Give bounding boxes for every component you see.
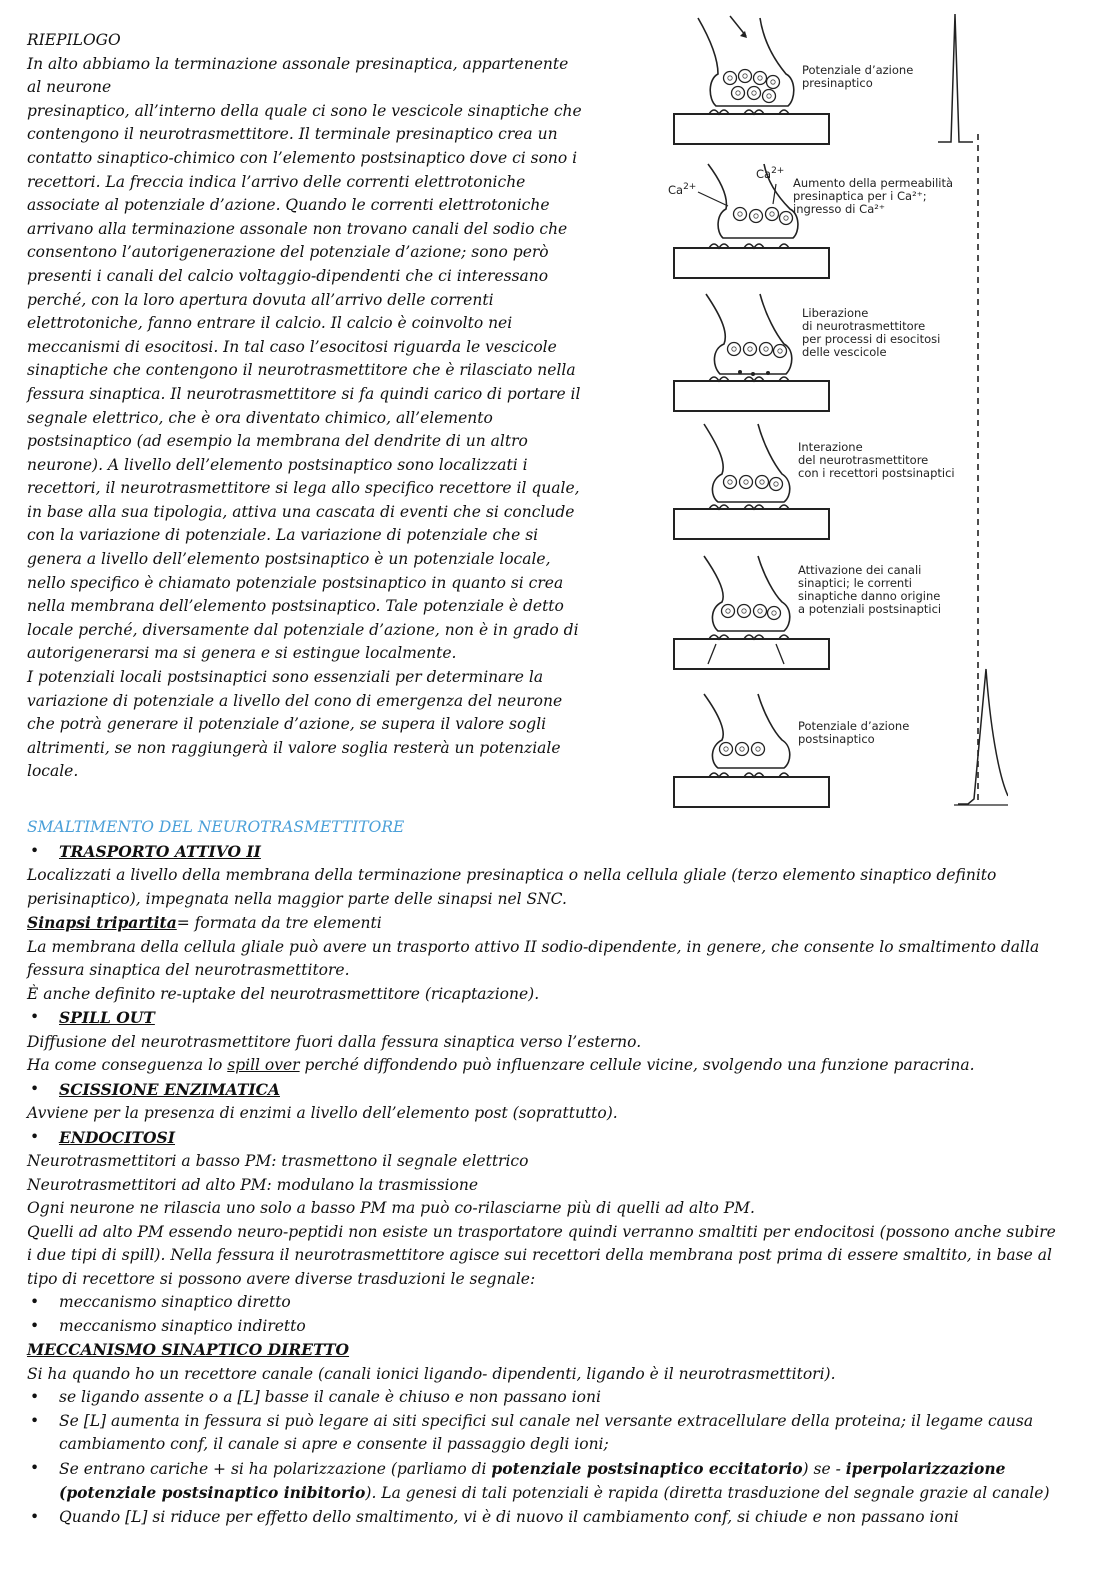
paragraph-line: Avviene per la presenza di enzimi a livello dell’elemento post (soprattutto). (27, 1104, 618, 1122)
summary-line: fessura sinaptica. Il neurotrasmettitore si fa quindi carico di portare il (27, 384, 581, 403)
ca-label-right: $Ca^{2+}$ (756, 166, 785, 181)
paragraph-line: i due tipi di spill). Nella fessura il neurotrasmettitore agisce sui recettori della membrana post prima di essere smaltito, in base al (27, 1246, 1052, 1264)
summary-line: autorigenerarsi ma si genera e si estingue localmente. (27, 644, 457, 663)
list-item-text: meccanismo sinaptico diretto (59, 1293, 291, 1311)
list-item (27, 1078, 1087, 1103)
panel-2-label: presinaptica per i Ca²⁺; (793, 189, 927, 203)
paragraph-line: fessura sinaptica del neurotrasmettitore. (27, 961, 350, 979)
ipsp-term: (potenziale postsinaptico inibitorio (59, 1483, 366, 1502)
ca-label-left: $Ca^{2+}$ (668, 182, 697, 197)
summary-line: che potrà generare il potenziale d’azione, se supera il valore sogli (27, 715, 547, 734)
tripartite-definition: = formata da tre elementi (176, 914, 382, 932)
panel-2-label: ingresso di Ca²⁺ (793, 202, 885, 216)
bullet: • (30, 1008, 40, 1026)
summary-line: arrivano alla terminazione assonale non trovano canali del sodio che (27, 219, 568, 238)
tripartite-term: Sinapsi tripartita (27, 913, 177, 932)
panel-5-label: a potenziali postsinaptici (798, 602, 942, 616)
summary-line: nella membrana dell’elemento postsinaptico. Tale potenziale è detto (27, 597, 564, 616)
summary-line: postsinaptico (ad esempio la membrana del dendrite di un altro (27, 432, 528, 451)
summary-line: recettori. La freccia indica l’arrivo delle correnti elettrotoniche (27, 172, 526, 191)
summary-line: in base alla sua tipologia, attiva una cascata di eventi che si conclude (27, 502, 575, 521)
spill-out-heading: SPILL OUT (59, 1008, 155, 1027)
list-item-text: Se [L] aumenta in fessura si può legare ai siti specifici sul canale nel versante extracellulare della proteina; il legame causa (59, 1411, 1034, 1430)
summary-body (27, 53, 612, 784)
summary-line: presinaptico, all’interno della quale ci sono le vescicole sinaptiche che (27, 101, 582, 120)
summary-line: neurone). A livello dell’elemento postsinaptico sono localizzati i (27, 455, 528, 474)
panel-6-label: Potenziale d’azione (798, 719, 910, 733)
panel-5-label: Attivazione dei canali (798, 563, 922, 577)
summary-line: contengono il neurotrasmettitore. Il terminale presinaptico crea un (27, 125, 558, 144)
paragraph-line (27, 1054, 1087, 1078)
summary-line: In alto abbiamo la terminazione assonale presinaptica, appartenente (27, 54, 569, 73)
paragraph-line: La membrana della cellula gliale può avere un trasporto attivo II sodio-dipendente, in genere, che consente lo smaltimento dalla (27, 937, 1040, 956)
list-item-text: meccanismo sinaptico indiretto (59, 1316, 306, 1335)
heading-text: MECCANISMO SINAPTICO DIRETTO (27, 1340, 350, 1359)
summary-line: elettrotoniche, fanno entrare il calcio. Il calcio è coinvolto nei (27, 314, 513, 333)
spill-over-term: spill over (227, 1056, 300, 1074)
panel-4-label: del neurotrasmettitore (798, 453, 929, 467)
summary-line: altrimenti, se non raggiungerà il valore soglia resterà un potenziale (27, 738, 561, 757)
summary-line: sinaptiche che contengono il neurotrasmettitore che è rilasciato nella (27, 361, 576, 380)
enzymatic-heading: SCISSIONE ENZIMATICA (59, 1079, 280, 1099)
panel-6-label: postsinaptico (798, 732, 875, 746)
panel-1-label: Potenziale d’azione (802, 63, 914, 77)
summary-line: meccanismi di esocitosi. In tal caso l’esocitosi riguarda le vescicole (27, 337, 557, 356)
direct-mechanism-heading (27, 1338, 1087, 1363)
list-item (27, 1410, 1087, 1434)
summary-line: genera a livello dell’elemento postsinaptico è un potenziale locale, (27, 550, 551, 569)
disposal-section (27, 816, 1087, 1529)
endocytosis-heading: ENDOCITOSI (59, 1127, 175, 1147)
list-item (27, 1457, 1087, 1482)
summary-line: associate al potenziale d’azione. Quando le correnti elettrotoniche (27, 196, 550, 215)
summary-line: locale perché, diversamente dal potenziale d’azione, non è in grado di (27, 620, 579, 639)
list-item-continuation: cambiamento conf, il canale si apre e consente il passaggio degli ioni; (59, 1435, 609, 1453)
list-item-text: se ligando assente o a [L] basse il canale è chiuso e non passano ioni (59, 1388, 601, 1406)
list-item (27, 840, 1087, 865)
active-transport-heading: TRASPORTO ATTIVO II (59, 841, 261, 861)
panel-3-label: delle vescicole (802, 345, 887, 359)
panel-3-label: Liberazione (802, 306, 869, 320)
synapse-diagram (668, 4, 1008, 819)
paragraph-line: Ogni neurone ne rilascia uno solo a basso PM ma può co-rilasciarne più di quelli ad alto PM. (27, 1199, 755, 1217)
panel-5-label: sinaptici; le correnti (798, 576, 912, 590)
list-item (27, 1291, 1087, 1315)
summary-line: consentono l’autorigenerazione del potenziale d’azione; sono però (27, 243, 549, 262)
paragraph-line: Si ha quando ho un recettore canale (canali ionici ligando- dipendenti, ligando è il neurotrasmettitori). (27, 1364, 836, 1383)
summary-line: segnale elettrico, che è ora diventato chimico, all’elemento (27, 408, 493, 427)
list-item (27, 1315, 1087, 1339)
bullet: • (30, 1127, 40, 1146)
list-item-continuation (27, 1481, 1087, 1506)
paragraph-line (27, 911, 1087, 936)
list-item (27, 1126, 1087, 1151)
paragraph-line: Neurotrasmettitori a basso PM: trasmettono il segnale elettrico (27, 1152, 529, 1170)
hyperpolarization-term: iperpolarizzazione (845, 1458, 1006, 1478)
panel-3-label: di neurotrasmettitore (802, 319, 926, 333)
summary-line: variazione di potenziale a livello del cono di emergenza del neurone (27, 691, 563, 710)
summary-section (27, 29, 612, 784)
paragraph-line: perisinaptico), impegnata nella maggior parte delle sinapsi nel SNC. (27, 889, 567, 908)
text-span: ). La genesi di tali potenziali è rapida (diretta trasduzione del segnale grazie al canale) (365, 1484, 1050, 1502)
bullet: • (30, 1293, 40, 1311)
summary-line: presenti i canali del calcio voltaggio-dipendenti che ci interessano (27, 266, 549, 285)
paragraph-line: tipo di recettore si possono avere diverse trasduzioni le segnale: (27, 1269, 536, 1288)
bullet: • (30, 1411, 40, 1430)
paragraph-line: Neurotrasmettitori ad alto PM: modulano la trasmissione (27, 1175, 478, 1194)
bullet: • (30, 1388, 40, 1406)
list-item-text: Quando [L] si riduce per effetto dello smaltimento, vi è di nuovo il cambiamento conf, si chiude e non passano ioni (59, 1507, 959, 1526)
disposal-title: SMALTIMENTO DEL NEUROTRASMETTITORE (27, 818, 405, 836)
list-item (27, 1506, 1087, 1530)
summary-line: nello specifico è chiamato potenziale postsinaptico in quanto si crea (27, 573, 564, 592)
paragraph-line: Localizzati a livello della membrana della terminazione presinaptica o nella cellula gliale (terzo elemento sinaptico definito (27, 866, 997, 884)
paragraph-line: Quelli ad alto PM essendo neuro-peptidi non esiste un trasportatore quindi verranno smaltiti per endocitosi (possono anche subire (27, 1222, 1056, 1241)
bullet: • (30, 841, 40, 860)
summary-line: al neurone (27, 78, 112, 97)
bullet: • (30, 1458, 40, 1477)
panel-3-label: per processi di esocitosi (802, 332, 941, 346)
summary-line: contatto sinaptico-chimico con l’elemento postsinaptico dove ci sono i (27, 148, 578, 167)
summary-line: I potenziali locali postsinaptici sono essenziali per determinare la (27, 668, 544, 687)
text-span: ) se - (802, 1459, 846, 1478)
summary-title: RIEPILOGO (27, 31, 121, 49)
summary-line: con la variazione di potenziale. La variazione di potenziale che si (27, 526, 539, 545)
panel-5-label: sinaptiche danno origine (798, 589, 941, 603)
panel-1-label: presinaptico (802, 76, 873, 90)
summary-line: recettori, il neurotrasmettitore si lega allo specifico recettore il quale, (27, 479, 580, 498)
paragraph-line: È anche definito re-uptake del neurotrasmettitore (ricaptazione). (27, 984, 540, 1003)
summary-line: locale. (27, 762, 79, 781)
text-span: Ha come conseguenza lo (27, 1056, 228, 1074)
bullet: • (30, 1316, 40, 1335)
list-item (27, 1386, 1087, 1410)
paragraph-line: Diffusione del neurotrasmettitore fuori dalla fessura sinaptica verso l’esterno. (27, 1032, 642, 1051)
synapse-figure (668, 4, 1008, 819)
epsp-term: potenziale postsinaptico eccitatorio (491, 1458, 803, 1478)
panel-4-label: Interazione (798, 440, 863, 454)
panel-2-label: Aumento della permeabilità (793, 176, 954, 190)
text-span: Se entrano cariche + si ha polarizzazione (parliamo di (59, 1459, 492, 1478)
list-item (27, 1006, 1087, 1031)
text-span: perché diffondendo può influenzare cellule vicine, svolgendo una funzione paracrina. (299, 1056, 975, 1074)
summary-line: perché, con la loro apertura dovuta all’arrivo delle correnti (27, 290, 494, 309)
bullet: • (30, 1507, 40, 1526)
panel-4-label: con i recettori postsinaptici (798, 466, 955, 480)
bullet: • (30, 1079, 40, 1098)
